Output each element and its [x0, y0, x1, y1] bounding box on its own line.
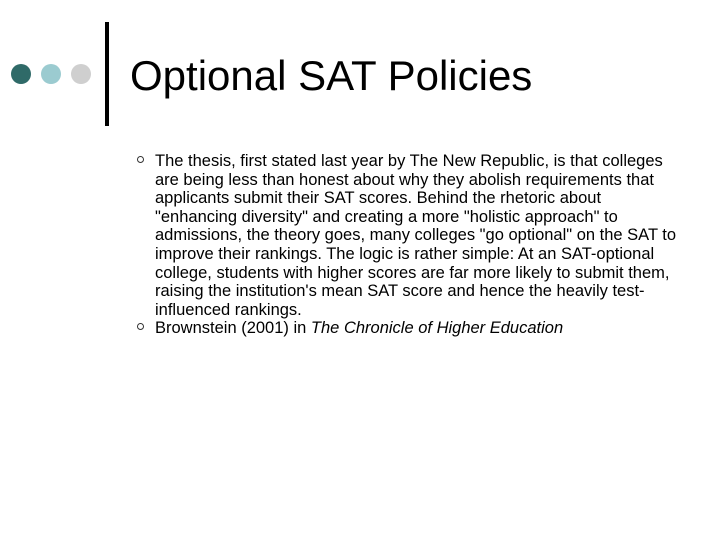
citation-prefix: Brownstein (2001) in	[155, 319, 311, 338]
citation-title: The Chronicle of Higher Education	[310, 319, 564, 338]
decor-dot-light-teal	[41, 64, 61, 84]
bullet-list	[137, 152, 677, 338]
title-divider-bar	[105, 22, 109, 126]
decor-dot-gray	[71, 64, 91, 84]
bullet-item-citation	[137, 319, 677, 338]
bullet-circle-icon	[137, 323, 144, 330]
bullet-circle-icon	[137, 156, 144, 163]
decor-dot-dark-teal	[11, 64, 31, 84]
bullet-item-thesis	[137, 152, 677, 319]
slide-title: Optional SAT Policies	[130, 52, 533, 99]
bullet-text: The thesis, first stated last year by The New Republic, is that colleges are being less than honest about why they abolish requirements that applicants submit their SAT scores. Behind the rhetoric about "enhancing diversity" and creating a more "holistic approach" to admissions, the theory goes, many colleges "go optional" on the SAT to improve their rankings. The logic is rather simple: At an SAT-optional college, students with higher scores are far more likely to submit them, raising the institution's mean SAT score and hence the heavily test-influenced rankings.	[155, 152, 677, 319]
